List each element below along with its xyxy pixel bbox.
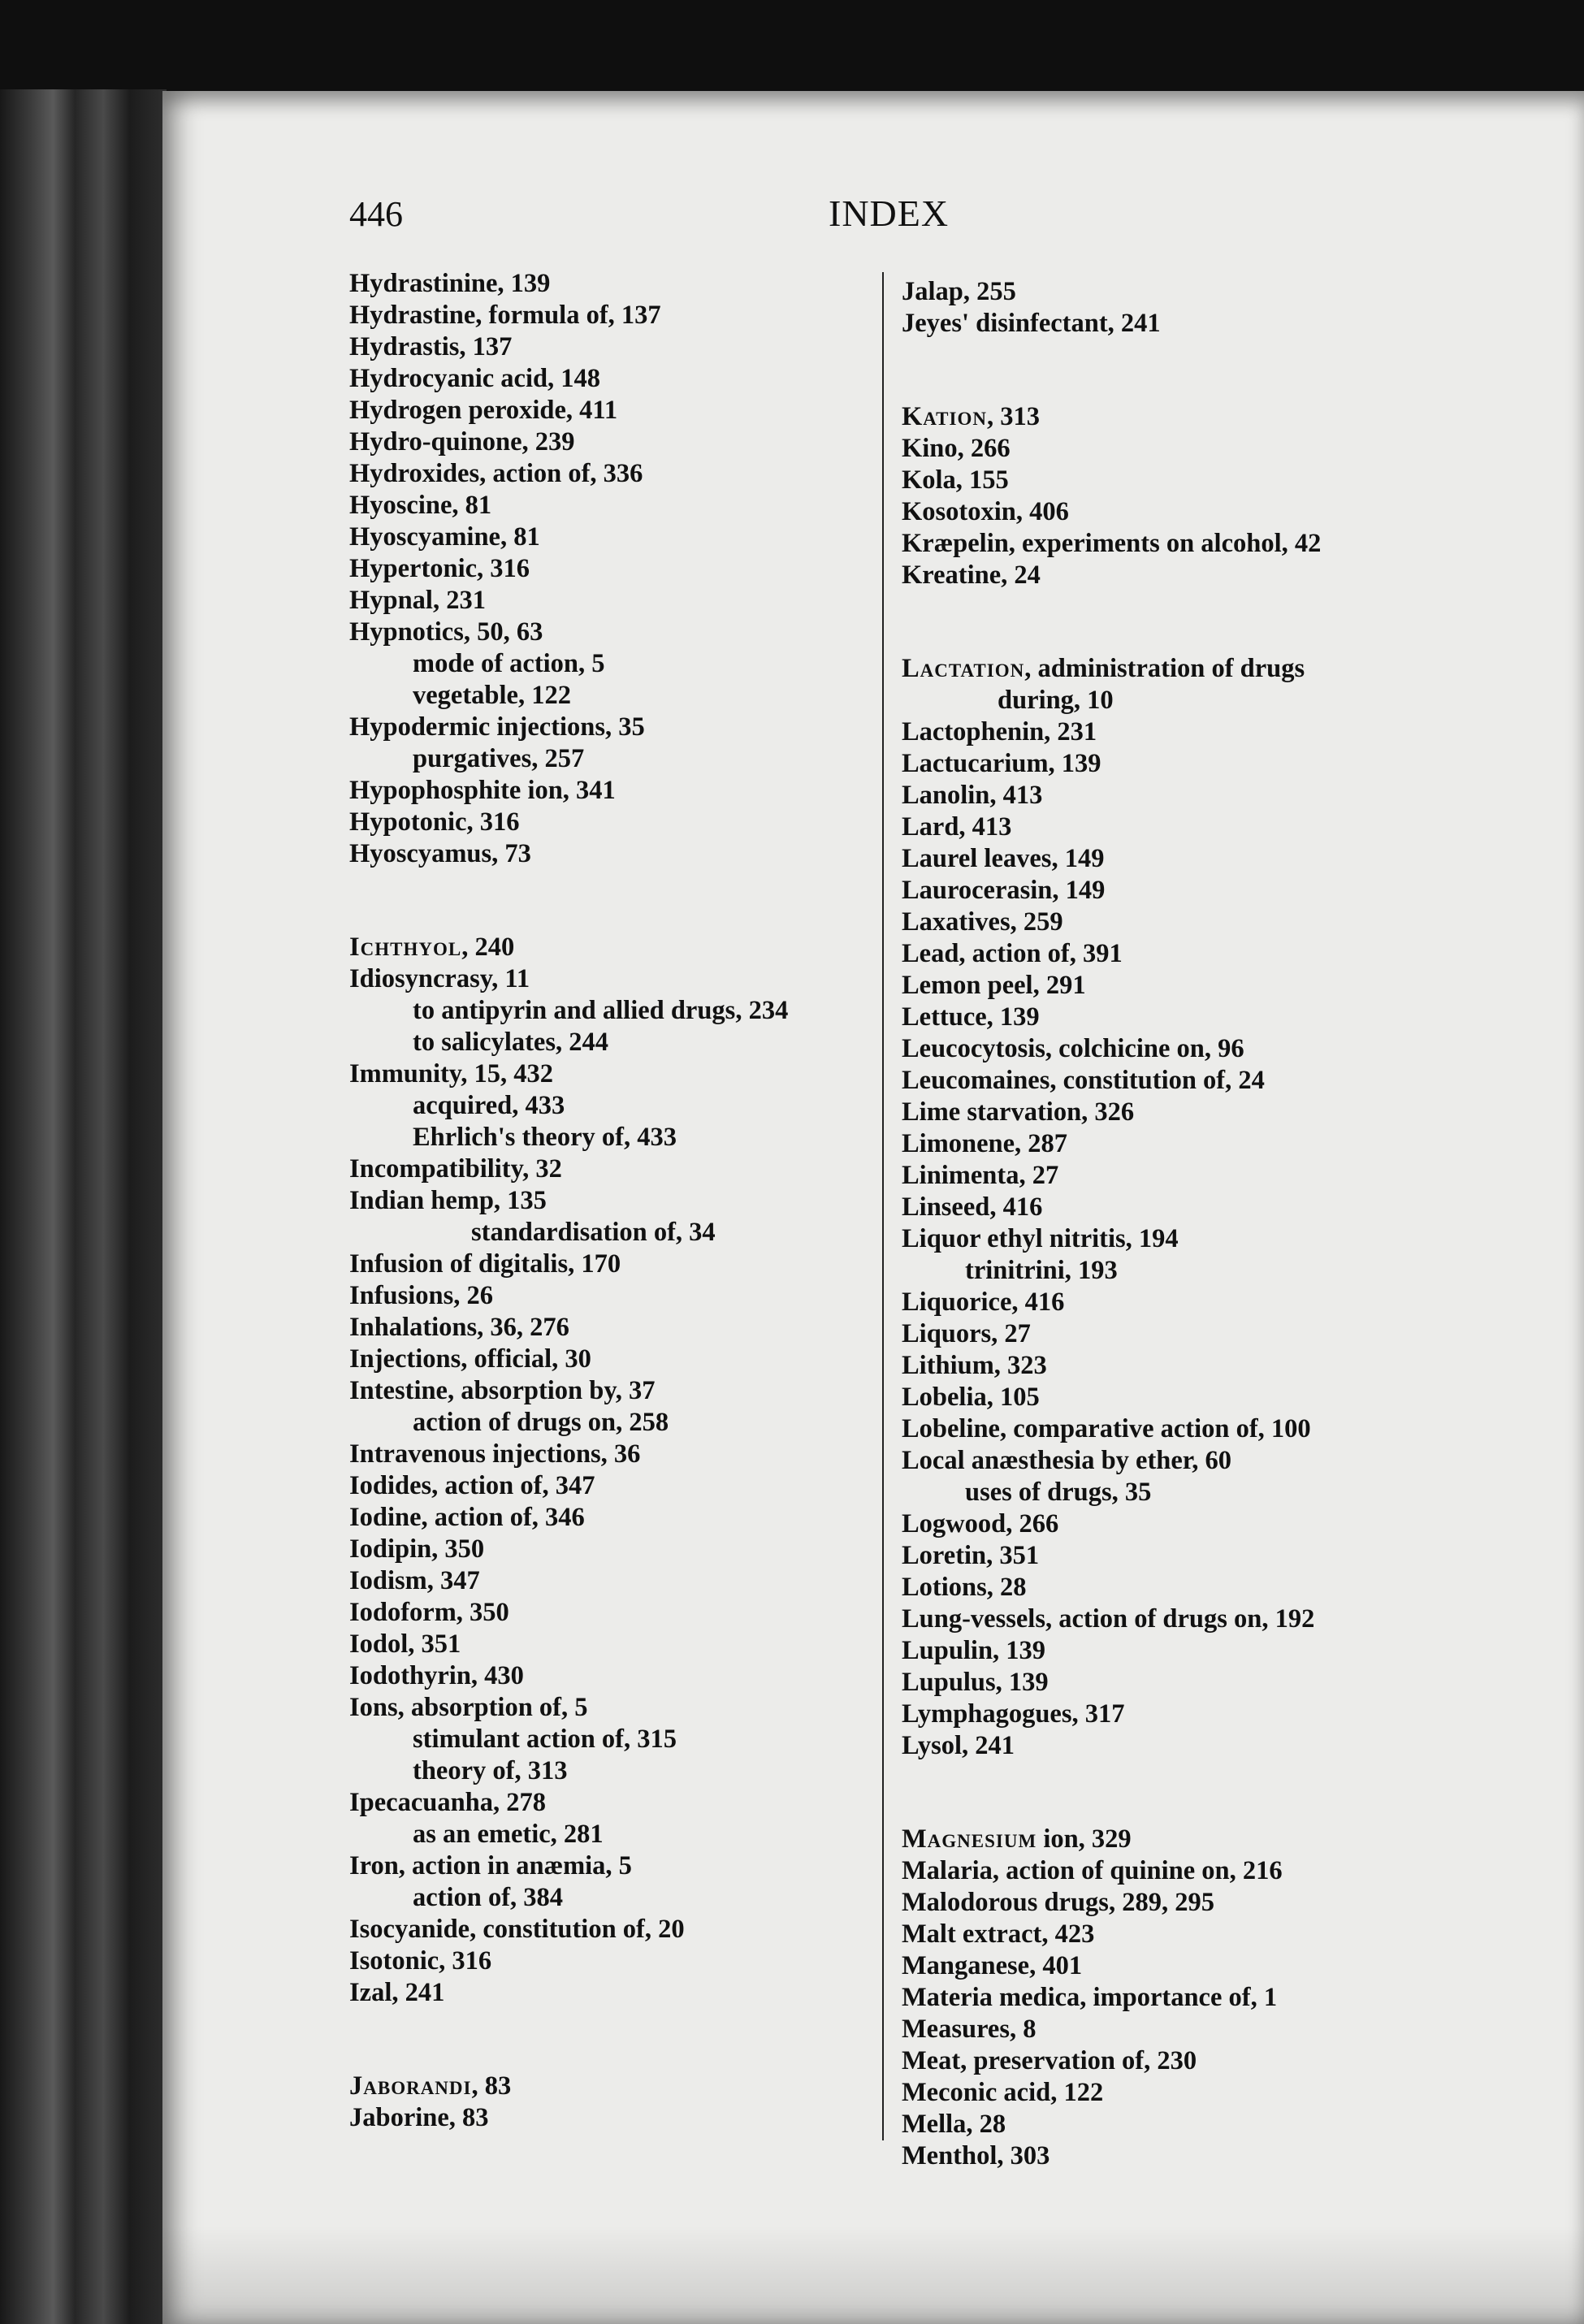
index-entry: Lung-vessels, action of drugs on, 192 [902,1604,1315,1634]
index-entry: Hydrocyanic acid, 148 [349,364,601,393]
index-entry: Hydrastine, formula of, 137 [349,301,661,330]
page-title: INDEX [829,193,950,234]
index-column-right [902,276,1519,2172]
index-subentry: as an emetic, 281 [413,1820,604,1849]
index-entry: Lithium, 323 [902,1351,1047,1380]
index-entry: Iodides, action of, 347 [349,1471,595,1500]
index-entry: Iron, action in anæmia, 5 [349,1851,632,1880]
page-bottom-shade [162,2226,1584,2324]
index-entry: Lotions, 28 [902,1573,1027,1602]
index-entry: Immunity, 15, 432 [349,1059,554,1088]
index-entry: Logwood, 266 [902,1509,1059,1539]
index-subentry: Ehrlich's theory of, 433 [413,1123,677,1152]
index-entry: Loretin, 351 [902,1541,1040,1570]
index-entry: Infusion of digitalis, 170 [349,1249,621,1279]
section-gap [902,1762,1519,1824]
index-entry: Lanolin, 413 [902,781,1043,810]
index-entry: Limonene, 287 [902,1129,1068,1158]
index-subentry: to antipyrin and allied drugs, 234 [413,996,789,1025]
index-entry: Lactucarium, 139 [902,749,1101,778]
index-entry: Hypnal, 231 [349,586,486,615]
index-entry: Linimenta, 27 [902,1161,1059,1190]
index-subentry: uses of drugs, 35 [965,1478,1152,1507]
index-entry: Kino, 266 [902,434,1011,463]
index-entry: Measures, 8 [902,2015,1037,2044]
index-entry: Malt extract, 423 [902,1919,1095,1949]
index-entry: Inhalations, 36, 276 [349,1313,569,1342]
index-subentry: during, 10 [998,686,1114,715]
index-entry: Linseed, 416 [902,1192,1043,1222]
index-subentry: to salicylates, 244 [413,1028,609,1057]
index-entry: Iodoform, 350 [349,1598,509,1627]
index-entry: Local anæsthesia by ether, 60 [902,1446,1231,1475]
index-entry: Lobelia, 105 [902,1383,1040,1412]
index-entry: Hypodermic injections, 35 [349,712,645,742]
index-subentry: theory of, 313 [413,1756,568,1785]
index-entry: Hypophosphite ion, 341 [349,776,616,805]
page-number: 446 [349,194,403,234]
index-entry: Kosotoxin, 406 [902,497,1069,526]
index-entry: Hydrastinine, 139 [349,269,551,298]
index-entry: Kola, 155 [902,465,1009,495]
index-entry: Liquorice, 416 [902,1288,1065,1317]
index-entry: Izal, 241 [349,1978,445,2007]
index-entry: Iodism, 347 [349,1566,480,1595]
index-entry: Malodorous drugs, 289, 295 [902,1888,1214,1917]
index-entry: Hypotonic, 316 [349,807,520,837]
index-entry: Materia medica, importance of, 1 [902,1983,1278,2012]
index-subentry: acquired, 433 [413,1091,565,1120]
index-column-left [349,268,877,2134]
index-subentry: trinitrini, 193 [965,1256,1118,1285]
index-entry: Lupulin, 139 [902,1636,1046,1665]
index-entry: Hydroxides, action of, 336 [349,459,643,488]
index-entry: Magnesium ion, 329 [902,1824,1132,1854]
index-entry: Hypnotics, 50, 63 [349,617,543,647]
index-entry: Lettuce, 139 [902,1002,1040,1032]
index-subentry: action of drugs on, 258 [413,1408,669,1437]
index-entry: Intravenous injections, 36 [349,1439,641,1469]
index-entry: Lysol, 241 [902,1731,1015,1760]
index-entry: Leucomaines, constitution of, 24 [902,1066,1265,1095]
index-entry: Lymphagogues, 317 [902,1699,1125,1729]
index-entry: Lemon peel, 291 [902,971,1086,1000]
index-entry: Hydrastis, 137 [349,332,513,361]
index-entry: Liquor ethyl nitritis, 194 [902,1224,1179,1253]
index-entry: Incompatibility, 32 [349,1154,562,1184]
index-entry: Idiosyncrasy, 11 [349,964,530,993]
index-entry: Jaborine, 83 [349,2103,489,2132]
index-entry: Isocyanide, constitution of, 20 [349,1915,685,1944]
index-entry: Iodothyrin, 430 [349,1661,524,1690]
index-subentry: purgatives, 257 [413,744,585,773]
index-entry: Iodol, 351 [349,1629,461,1659]
index-entry: Jalap, 255 [902,277,1016,306]
index-subentry: stimulant action of, 315 [413,1725,677,1754]
index-entry: Iodine, action of, 346 [349,1503,585,1532]
section-gap [902,340,1519,401]
index-entry: Lactophenin, 231 [902,717,1097,747]
index-entry: Meconic acid, 122 [902,2078,1104,2107]
index-entry: Manganese, 401 [902,1951,1083,1980]
index-subentry: action of, 384 [413,1883,564,1912]
index-entry: Indian hemp, 135 [349,1186,547,1215]
index-entry: Infusions, 26 [349,1281,494,1310]
index-entry: Laxatives, 259 [902,907,1063,937]
index-entry: Malaria, action of quinine on, 216 [902,1856,1283,1885]
index-entry: Mella, 28 [902,2110,1006,2139]
index-entry: Ichthyol, 240 [349,933,515,962]
index-entry: Menthol, 303 [902,2141,1050,2170]
index-entry: Hyoscyamus, 73 [349,839,531,868]
index-entry: Ions, absorption of, 5 [349,1693,588,1722]
index-entry: Kreatine, 24 [902,560,1041,590]
index-entry: Laurocerasin, 149 [902,876,1106,905]
index-entry: Iodipin, 350 [349,1534,485,1564]
index-subentry: vegetable, 122 [413,681,571,710]
index-entry: Lard, 413 [902,812,1012,842]
index-entry: Lead, action of, 391 [902,939,1123,968]
section-gap [349,2009,877,2071]
index-entry: Jaborandi, 83 [349,2071,512,2101]
index-entry: Leucocytosis, colchicine on, 96 [902,1034,1244,1063]
index-entry: Jeyes' disinfectant, 241 [902,309,1161,338]
index-entry: Hypertonic, 316 [349,554,530,583]
index-entry: Lactation, administration of drugs [902,654,1305,683]
index-entry: Lupulus, 139 [902,1668,1049,1697]
index-entry: Ipecacuanha, 278 [349,1788,546,1817]
index-entry: Laurel leaves, 149 [902,844,1105,873]
index-entry: Hydro-quinone, 239 [349,427,575,457]
index-entry: Isotonic, 316 [349,1946,492,1976]
section-gap [349,870,877,932]
index-entry: Meat, preservation of, 230 [902,2046,1197,2075]
book-binding [0,89,167,2324]
index-entry: Kation, 313 [902,402,1040,431]
index-entry: Kræpelin, experiments on alcohol, 42 [902,529,1322,558]
column-divider [882,272,884,2140]
index-entry: Lime starvation, 326 [902,1097,1135,1127]
index-entry: Lobeline, comparative action of, 100 [902,1414,1311,1443]
section-gap [902,591,1519,653]
index-entry: Hyoscyamine, 81 [349,522,540,552]
index-entry: Liquors, 27 [902,1319,1031,1348]
index-entry: Intestine, absorption by, 37 [349,1376,656,1405]
index-subentry: mode of action, 5 [413,649,605,678]
index-entry: Hydrogen peroxide, 411 [349,396,618,425]
index-subentry: standardisation of, 34 [471,1218,716,1247]
index-entry: Hyoscine, 81 [349,491,492,520]
index-entry: Injections, official, 30 [349,1344,591,1374]
